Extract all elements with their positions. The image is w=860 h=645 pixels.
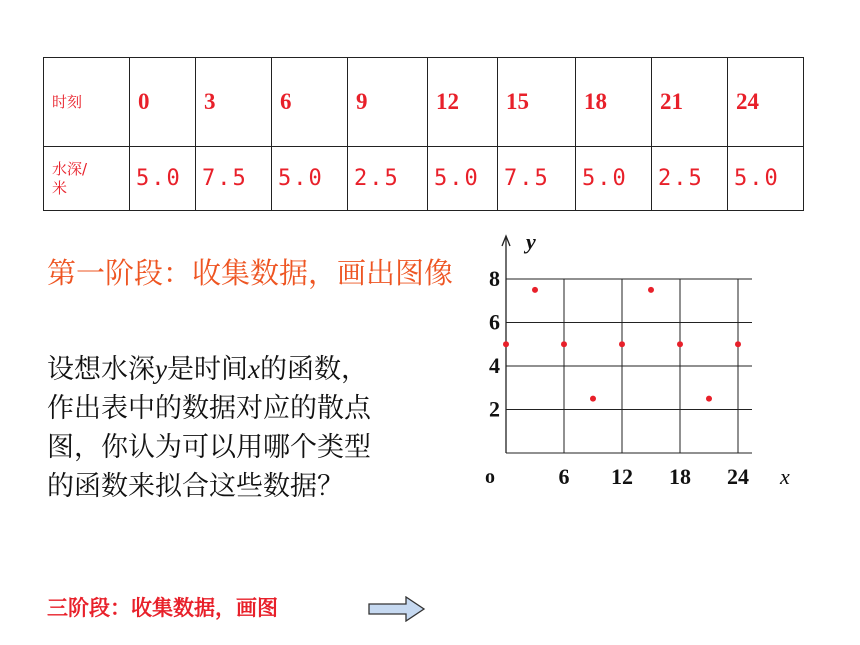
data-point [532, 287, 538, 293]
origin-label: o [485, 466, 495, 488]
row-label-depth-line2: 米 [52, 178, 68, 197]
question-var-y: y [155, 354, 167, 384]
row-label-depth-line1: 水深/ [52, 159, 88, 178]
depth-cell: 2.5 [348, 147, 428, 211]
data-point [706, 396, 712, 402]
x-tick-label: 12 [611, 464, 633, 489]
x-tick-label: 6 [558, 464, 570, 489]
stage1-title: 第一阶段：收集数据，画出图像 [47, 256, 454, 290]
depth-cell: 5.0 [728, 147, 804, 211]
depth-cell: 5.0 [272, 147, 348, 211]
row-label-time: 时刻 [44, 58, 130, 147]
scatter-plot [462, 228, 792, 498]
hour-cell: 6 [272, 58, 348, 147]
data-point [677, 341, 683, 347]
hour-cell: 3 [196, 58, 272, 147]
depth-cell: 7.5 [498, 147, 576, 211]
data-point [503, 341, 509, 347]
depth-cell: 2.5 [652, 147, 728, 211]
stage3-title: 三阶段：收集数据，画图 [47, 596, 278, 620]
right-arrow-icon[interactable] [368, 596, 426, 622]
hour-cell: 15 [498, 58, 576, 147]
y-axis-label: y [526, 229, 536, 254]
data-point [561, 341, 567, 347]
depth-cell: 5.0 [130, 147, 196, 211]
y-tick-label: 6 [489, 309, 500, 335]
table-row-time [44, 58, 804, 147]
question-text [47, 350, 392, 506]
grid [506, 279, 752, 453]
y-tick-label: 4 [489, 353, 500, 378]
question-part2: 是时间 [166, 354, 248, 385]
hour-cell: 24 [728, 58, 804, 147]
question-var-x: x [247, 354, 260, 384]
data-point [648, 287, 654, 293]
depth-cell: 7.5 [196, 147, 272, 211]
hour-cell: 12 [428, 58, 498, 147]
depth-cell: 5.0 [428, 147, 498, 211]
y-tick-label: 8 [489, 266, 500, 291]
x-tick-label: 18 [669, 464, 691, 489]
hour-cell: 0 [130, 58, 196, 147]
data-point [590, 396, 596, 402]
question-part1: 设想水深 [47, 354, 155, 385]
hour-cell: 21 [652, 58, 728, 147]
hour-cell: 18 [576, 58, 652, 147]
depth-cell: 5.0 [576, 147, 652, 211]
question-part3: 的函数，作出表中的数据对应的散点图，你认为可以用哪个类型的函数来拟合这些数据？ [47, 354, 371, 502]
data-point [619, 341, 625, 347]
row-label-depth [44, 147, 130, 211]
axes [485, 229, 790, 489]
data-table [43, 57, 804, 211]
table-row-depth [44, 147, 804, 211]
x-axis-label: x [780, 464, 790, 489]
x-tick-label: 24 [727, 464, 749, 489]
hour-cell: 9 [348, 58, 428, 147]
y-tick-label: 2 [489, 396, 500, 422]
tick-labels [489, 266, 749, 489]
data-point [735, 341, 741, 347]
